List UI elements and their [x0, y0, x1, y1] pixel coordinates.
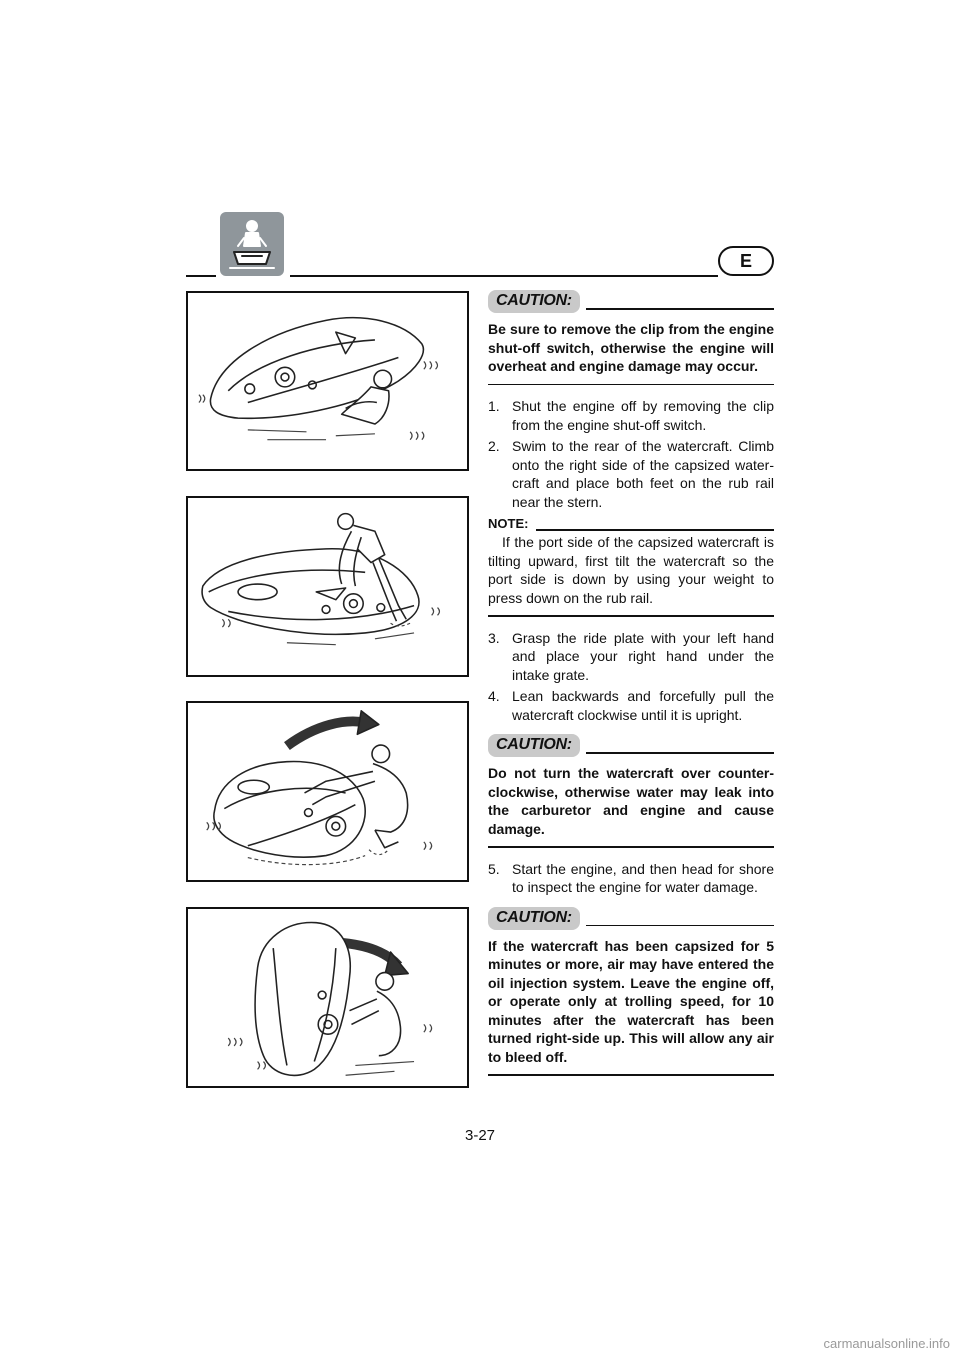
note-end-rule: [488, 615, 774, 617]
figure-capsized-watercraft: [186, 291, 469, 471]
righting-watercraft-illustration: [188, 909, 467, 1086]
caution-label: CAUTION:: [488, 290, 580, 313]
step-text: Grasp the ride plate with your left hand and place your right hand under the intake grate.: [512, 629, 774, 683]
climbing-rider-illustration: [188, 498, 467, 675]
note-rule: [536, 529, 774, 531]
caution-header: [488, 734, 774, 758]
note-header: [488, 515, 774, 533]
list-item: [488, 860, 774, 897]
step-list: [488, 397, 774, 511]
caution-rule: [586, 925, 774, 927]
caution-text: Be sure to remove the clip from the engine shut-off switch, otherwise the engine will overheat and engine damage may occur.: [488, 321, 774, 374]
caution-rule: [586, 752, 774, 754]
figure-climbing-onto-watercraft: [186, 496, 469, 677]
language-badge: E: [718, 246, 774, 276]
figure-pulling-watercraft: [186, 701, 469, 882]
pulling-rider-illustration: [188, 703, 467, 880]
step-list: [488, 860, 774, 897]
caution-rule: [586, 308, 774, 310]
step-list: [488, 629, 774, 725]
header-rule-left: [186, 275, 216, 277]
step-text: Shut the engine off by removing the clip from the engine shut-off switch.: [512, 398, 774, 433]
caution-label: CAUTION:: [488, 907, 580, 930]
step-number: 1.: [488, 398, 500, 414]
step-text: Swim to the rear of the watercraft. Climb onto the right side of the capsized water-craft and place both feet on the rub rail near the stern.: [512, 438, 774, 510]
watermark: carmanualsonline.info: [823, 1336, 950, 1351]
list-item: [488, 437, 774, 511]
list-item: [488, 629, 774, 685]
figure-righting-watercraft: [186, 907, 469, 1088]
note-label: NOTE:: [488, 516, 529, 531]
step-text: Lean backwards and forcefully pull the watercraft clockwise until it is upright.: [512, 688, 774, 723]
step-number: 5.: [488, 860, 500, 877]
list-item: [488, 397, 774, 434]
text-column: [488, 290, 774, 1076]
step-number: 2.: [488, 438, 500, 454]
caution-label: CAUTION:: [488, 734, 580, 757]
list-item: [488, 687, 774, 724]
caution-text: If the watercraft has been capsized for 5 minutes or more, air may have entered the oil injection system. Leave the engine off, or operate only at trolling speed, for 10 minutes after the watercraft has been turned right-side up. This will allow any air to bleed off.: [488, 937, 774, 1065]
capsized-watercraft-illustration: [188, 293, 467, 469]
step-text: Start the engine, and then head for shore to inspect the engine for water damage.: [512, 860, 774, 895]
caution-end-rule: [488, 384, 774, 386]
caution-header: [488, 907, 774, 931]
chapter-icon: [220, 212, 284, 276]
caution-header: [488, 290, 774, 314]
step-number: 3.: [488, 629, 500, 646]
caution-end-rule: [488, 1074, 774, 1076]
step-number: 4.: [488, 688, 500, 704]
caution-end-rule: [488, 846, 774, 848]
header-rule-right: [290, 275, 718, 277]
page-number: 3-27: [464, 1127, 496, 1144]
note-text: If the port side of the capsized watercraft is tilting upward, first tilt the watercraft so the port side is down by using your weight to press down on the rub rail.: [488, 534, 774, 606]
caution-text: Do not turn the watercraft over counter-clockwise, otherwise water may leak into the carburetor and engine and cause damage.: [488, 765, 774, 837]
personal-watercraft-rider-icon: [220, 212, 284, 276]
